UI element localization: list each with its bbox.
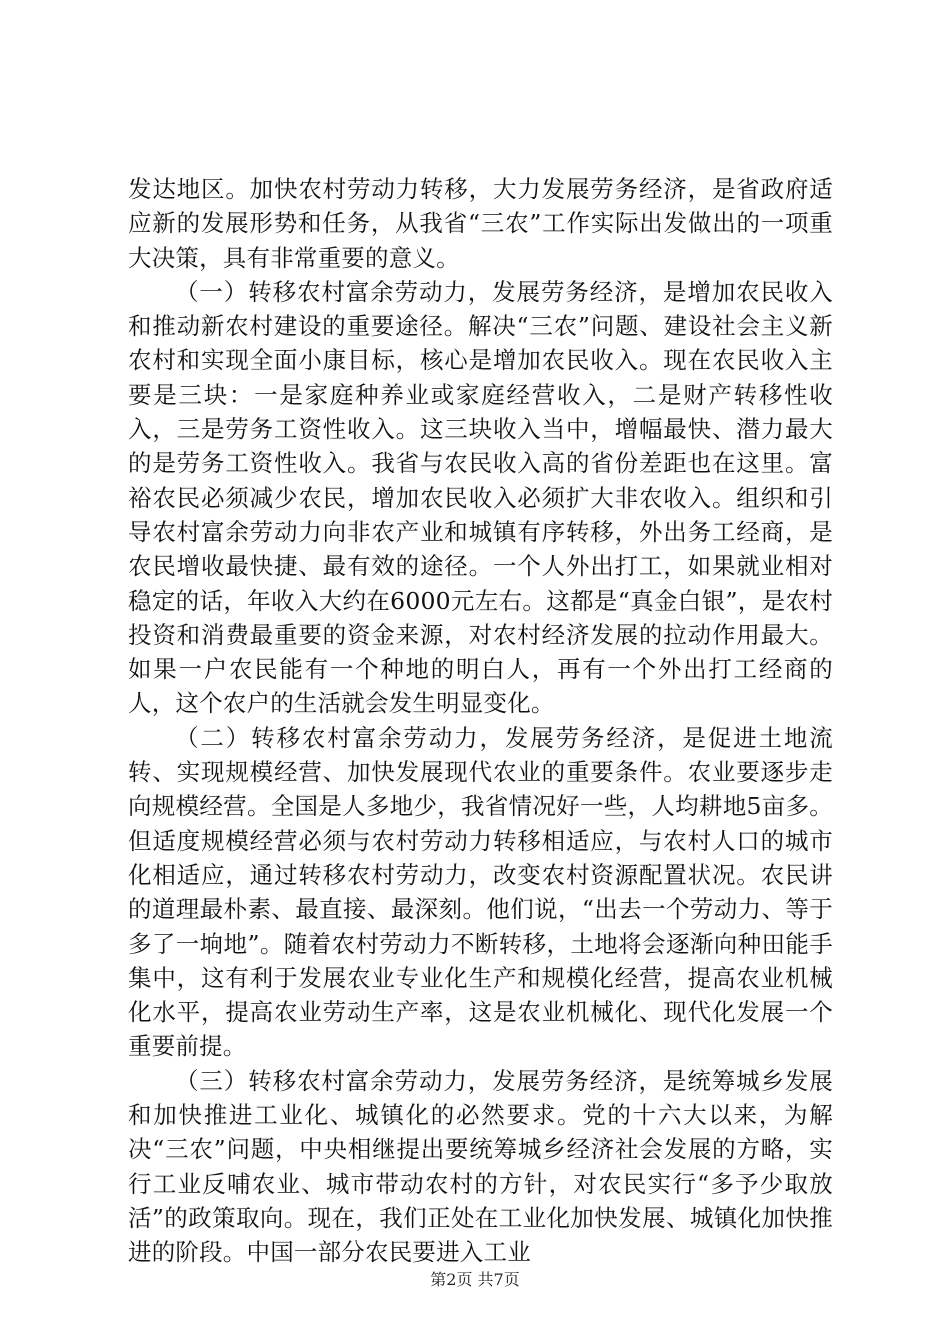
document-body [128, 172, 833, 1270]
page-number-footer: 第2页 共7页 [430, 1270, 520, 1289]
paragraph-intro: 发达地区。加快农村劳动力转移，大力发展劳务经济，是省政府适应新的发展形势和任务，从我省“三农”工作实际出发做出的一项重大决策，具有非常重要的意义。 [128, 175, 833, 272]
paragraph-section-3: （三）转移农村富余劳动力，发展劳务经济，是统筹城乡发展和加快推进工业化、城镇化的必然要求。党的十六大以来，为解决“三农”问题，中央相继提出要统筹城乡经济社会发展的方略，实行工业反哺农业、城市带动农村的方针，对农民实行“多予少取放活”的政策取向。现在，我们正处在工业化加快发展、城镇化加快推进的阶段。中国一部分农民要进入工业 [128, 1066, 833, 1267]
paragraph-section-1: （一）转移农村富余劳动力，发展劳务经济，是增加农民收入和推动新农村建设的重要途径。解决“三农”问题、建设社会主义新农村和实现全面小康目标，核心是增加农民收入。现在农民收入主要是三块：一是家庭种养业或家庭经营收入，二是财产转移性收入，三是劳务工资性收入。这三块收入当中，增幅最快、潜力最大的是劳务工资性收入。我省与农民收入高的省份差距也在这里。富裕农民必须减少农民，增加农民收入必须扩大非农收入。组织和引导农村富余劳动力向非农产业和城镇有序转移，外出务工经商，是农民增收最快捷、最有效的途径。一个人外出打工，如果就业相对稳定的话，年收入大约在6000元左右。这都是“真金白银”，是农村投资和消费最重要的资金来源，对农村经济发展的拉动作用最大。如果一户农民能有一个种地的明白人，再有一个外出打工经商的人，这个农户的生活就会发生明显变化。 [128, 277, 833, 718]
paragraph-section-2: （二）转移农村富余劳动力，发展劳务经济，是促进土地流转、实现规模经营、加快发展现代农业的重要条件。农业要逐步走向规模经营。全国是人多地少，我省情况好一些，人均耕地5亩多。但适度规模经营必须与农村劳动力转移相适应，与农村人口的城市化相适应，通过转移农村劳动力，改变农村资源配置状况。农民讲的道理最朴素、最直接、最深刻。他们说，“出去一个劳动力、等于多了一垧地”。随着农村劳动力不断转移，土地将会逐渐向种田能手集中，这有利于发展农业专业化生产和规模化经营，提高农业机械化水平，提高农业劳动生产率，这是农业机械化、现代化发展一个重要前提。 [128, 723, 833, 1061]
